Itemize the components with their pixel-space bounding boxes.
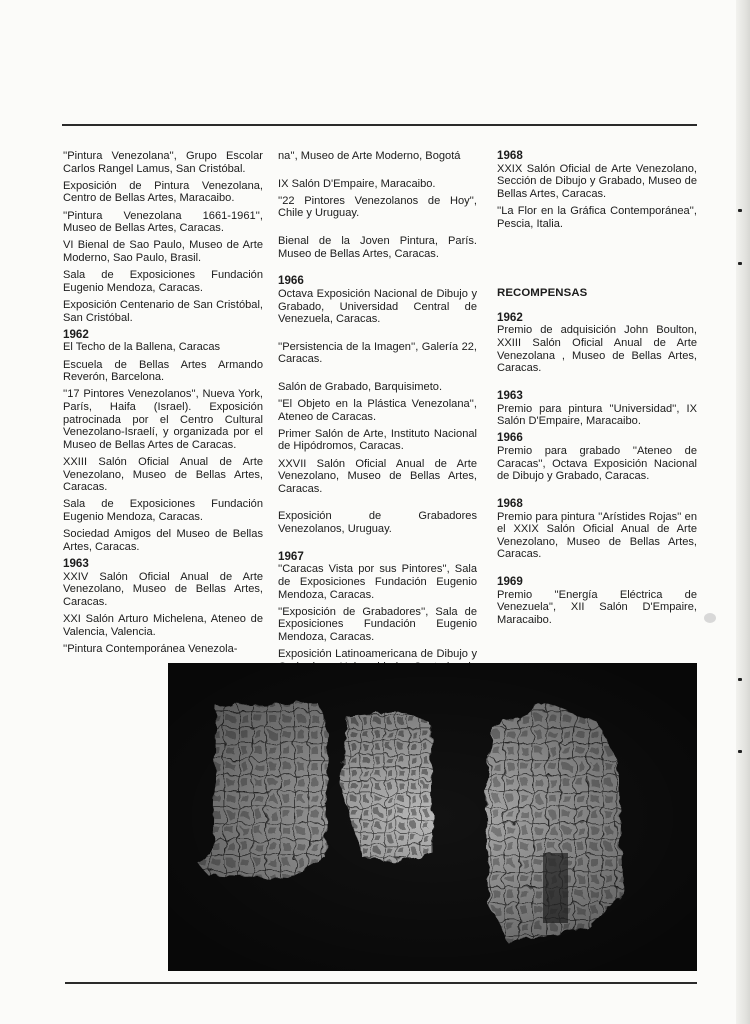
year-heading: 1968 (497, 496, 523, 510)
exhibition-entry: ''La Flor en la Gráfica Contemporánea'', Pescia, Italia. (497, 205, 697, 230)
year-heading: 1962 (497, 310, 523, 324)
year-heading: 1966 (497, 431, 523, 445)
exhibition-entry: ''Exposición de Grabadores'', Sala de Exposiciones Fundación Eugenio Mendoza, Caracas. (278, 605, 477, 643)
year-heading: 1967 (278, 549, 304, 563)
column-2 (278, 150, 477, 691)
artwork-photo (168, 663, 697, 971)
exhibition-entry: XXVII Salón Oficial Anual de Arte Venezolano, Museo de Bellas Artes, Caracas. (278, 457, 477, 495)
binding-mark (738, 750, 742, 753)
exhibition-entry: Primer Salón de Arte, Instituto Nacional de Hipódromos, Caracas. (278, 427, 477, 453)
bottom-rule (65, 982, 697, 984)
exhibition-entry: Sociedad Amigos del Museo de Bellas Artes, Caracas. (63, 528, 263, 553)
exhibition-entry: XXIII Salón Oficial Anual de Arte Venezolano, Museo de Bellas Artes, Caracas. (63, 456, 263, 494)
artwork-photo-graphic (168, 663, 697, 971)
exhibition-entry: ''Caracas Vista por sus Pintores'', Sala de Exposiciones Fundación Eugenio Mendoza, Caracas. (278, 563, 477, 601)
exhibition-entry: ''El Objeto en la Plástica Venezolana'', Ateneo de Caracas. (278, 398, 477, 423)
exhibition-entry: Bienal de la Joven Pintura, París. Museo de Bellas Artes, Caracas. (278, 234, 477, 260)
column-spacer (497, 235, 697, 287)
exhibition-entry: Octava Exposición Nacional de Dibujo y Grabado, Universidad Central de Venezuela, Caracas. (278, 287, 477, 326)
year-heading: 1966 (278, 274, 304, 288)
binding-mark (738, 262, 742, 265)
exhibition-entry: IX Salón D'Empaire, Maracaibo. (278, 177, 436, 190)
exhibition-entry: Premio de adquisición John Boulton, XXIII Salón Oficial Anual de Arte Venezolana , Museo de Bellas Artes, Caracas. (497, 324, 697, 375)
column-1 (63, 150, 263, 660)
exhibition-entry: ''Pintura Venezolana 1661-1961'', Museo de Bellas Artes, Caracas. (63, 209, 263, 235)
year-heading: 1969 (497, 575, 523, 589)
exhibition-entry: Exposición Latinoamericana de Dibujo y (278, 648, 477, 661)
page-edge (736, 0, 750, 1024)
exhibition-entry: XXIX Salón Oficial de Arte Venezolano, Sección de Dibujo y Grabado, Museo de Bellas Artes, Caracas. (497, 162, 697, 200)
exhibition-entry: ''22 Pintores Venezolanos de Hoy'', Chile y Uruguay. (278, 194, 477, 220)
exhibition-entry: Sala de Exposiciones Fundación Eugenio Mendoza, Caracas. (63, 498, 263, 523)
exhibition-entry: Exposición de Pintura Venezolana, Centro de Bellas Artes, Maracaibo. (63, 179, 263, 205)
exhibition-entry: El Techo de la Ballena, Caracas (63, 341, 221, 354)
exhibition-entry: ''Persistencia de la Imagen'', Galería 22, Caracas. (278, 340, 477, 366)
exhibition-entry: Premio ''Energía Eléctrica de Venezuela'', XII Salón D'Empaire, Maracaibo. (497, 588, 697, 627)
exhibition-entry: Premio para pintura ''Arístides Rojas'' en el XXIX Salón Oficial Anual de Arte Venezolano, Museo de Bellas Artes, Caracas. (497, 510, 697, 561)
exhibition-entry: ''Pintura Venezolana'', Grupo Escolar Carlos Rangel Lamus, San Cristóbal. (63, 150, 263, 175)
exhibition-entry: Exposición de Grabadores Venezolanos, Uruguay. (278, 510, 477, 536)
year-heading: 1968 (497, 149, 523, 162)
exhibition-entry: ''Pintura Contemporánea Venezola- (63, 642, 238, 655)
binding-mark (738, 209, 742, 212)
exhibition-entry: Premio para grabado ''Ateneo de Caracas'', Octava Exposición Nacional de Dibujo y Grabado, Caracas. (497, 445, 697, 483)
year-heading: 1963 (63, 556, 89, 570)
exhibition-entry: Exposición Centenario de San Cristóbal, San Cristóbal. (63, 298, 263, 324)
year-heading: 1962 (63, 327, 89, 341)
column-3 (497, 150, 697, 631)
exhibition-entry: Sala de Exposiciones Fundación Eugenio Mendoza, Caracas. (63, 269, 263, 294)
exhibition-entry: Salón de Grabado, Barquisimeto. (278, 380, 443, 393)
exhibition-entry: XXI Salón Arturo Michelena, Ateneo de Valencia, Valencia. (63, 613, 263, 638)
exhibition-entry: ''17 Pintores Venezolanos'', Nueva York, París, Haifa (Israel). Exposición patrocinada por el Centro Cultural Venezolano-Israelí, y organizada por el Museo de Bellas Artes de Caracas. (63, 388, 263, 451)
top-rule (62, 124, 697, 126)
section-heading: RECOMPENSAS (497, 286, 588, 299)
exhibition-entry: Escuela de Bellas Artes Armando Reverón, Barcelona. (63, 358, 263, 384)
paper-smudge (704, 613, 716, 623)
exhibition-entry: XXIV Salón Oficial Anual de Arte Venezolano, Museo de Bellas Artes, Caracas. (63, 570, 263, 608)
exhibition-entry: Premio para pintura ''Universidad'', IX Salón D'Empaire, Maracaibo. (497, 402, 697, 428)
binding-mark (738, 678, 742, 681)
exhibition-entry: na'', Museo de Arte Moderno, Bogotá (278, 150, 461, 162)
year-heading: 1963 (497, 388, 523, 402)
exhibition-entry: VI Bienal de Sao Paulo, Museo de Arte Moderno, Sao Paulo, Brasil. (63, 239, 263, 264)
